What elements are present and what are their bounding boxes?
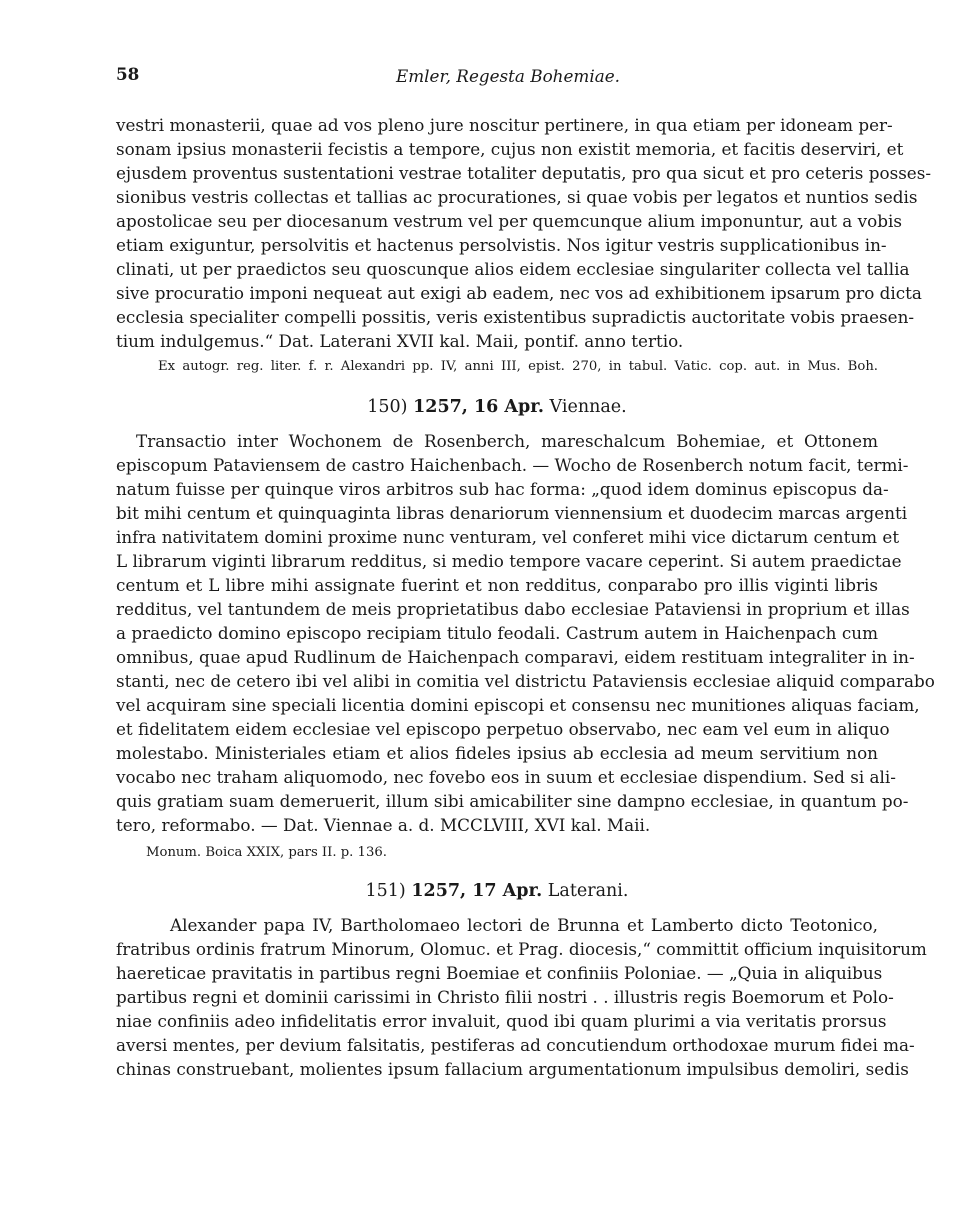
text-line: vel acquiram sine speciali licentia domini episcopi et consensu nec munitiones aliquas faciam, (116, 695, 920, 715)
text-line: molestabo. Ministeriales etiam et alios fideles ipsius ab ecclesia ad meum servitium non (116, 743, 878, 763)
text-line: bit mihi centum et quinquaginta libras denariorum viennensium et duodecim marcas argenti (116, 503, 908, 523)
text-line: vocabo nec traham aliquomodo, nec fovebo eos in suum et ecclesiae dispendium. Sed si ali- (116, 767, 896, 787)
entry-heading (116, 395, 878, 419)
source-note: Monum. Boica XXIX, pars II. p. 136. (146, 845, 387, 860)
text-line: apostolicae seu per diocesanum vestrum vel per quemcunque alium imponuntur, aut a vobis (116, 211, 902, 231)
text-line: sive procuratio imponi nequeat aut exigi ab eadem, nec vos ad exhibitionem ipsarum pro dicta (116, 283, 922, 303)
page-number: 58 (116, 64, 140, 84)
text-line: vestri monasterii, quae ad vos pleno jure noscitur pertinere, in qua etiam per idoneam per- (116, 115, 893, 135)
entry-place: Laterani. (547, 881, 629, 901)
entry-place: Viennae. (549, 397, 627, 417)
text-line: Transactio inter Wochonem de Rosenberch, mareschalcum Bohemiae, et Ottonem (136, 431, 878, 451)
source-note: Ex autogr. reg. liter. f. r. Alexandri pp. IV, anni III, epist. 270, in tabul. Vatic. cop. aut. in Mus. Boh. (158, 359, 878, 374)
text-line: fratribus ordinis fratrum Minorum, Olomuc. et Prag. diocesis,“ committit officium inquisitorum (116, 939, 927, 959)
text-line: tium indulgemus.“ Dat. Laterani XVII kal. Maii, pontif. anno tertio. (116, 331, 684, 351)
text-line: redditus, vel tantundem de meis proprietatibus dabo ecclesiae Pataviensi in proprium et illas (116, 599, 910, 619)
running-title: Emler, Regesta Bohemiae. (396, 66, 620, 86)
text-line: stanti, nec de cetero ibi vel alibi in comitia vel districtu Pataviensis ecclesiae aliquid comparabo (116, 671, 935, 691)
text-line: etiam exiguntur, persolvitis et hactenus persolvistis. Nos igitur vestris supplicationibus in- (116, 235, 887, 255)
text-line: haereticae pravitatis in partibus regni Boemiae et confiniis Poloniae. — „Quia in aliquibus (116, 963, 883, 983)
entry-number: 151) (365, 881, 406, 901)
text-line: niae confiniis adeo infidelitatis error invaluit, quod ibi quam plurimi a via veritatis prorsus (116, 1011, 887, 1031)
text-line: clinati, ut per praedictos seu quoscunque alios eidem ecclesiae singulariter collecta vel tallia (116, 259, 910, 279)
text-line: Alexander papa IV, Bartholomaeo lectori de Brunna et Lamberto dicto Teotonico, (170, 915, 878, 935)
text-line: omnibus, quae apud Rudlinum de Haichenpach comparavi, eidem restituam integraliter in in- (116, 647, 915, 667)
text-line: tero, reformabo. — Dat. Viennae a. d. MCCLVIII, XVI kal. Maii. (116, 815, 651, 835)
text-line: sionibus vestris collectas et tallias ac procurationes, si quae vobis per legatos et nuntios sedis (116, 187, 918, 207)
text-line: centum et L libre mihi assignate fuerint et non redditus, conparabo pro illis viginti libris (116, 575, 878, 595)
text-line: aversi mentes, per devium falsitatis, pestiferas ad concutiendum orthodoxae murum fidei ma- (116, 1035, 915, 1055)
entry-date: 1257, 17 Apr. (411, 881, 543, 901)
text-line: partibus regni et dominii carissimi in Christo filii nostri . . illustris regis Boemorum et Polo- (116, 987, 894, 1007)
entry-date: 1257, 16 Apr. (413, 397, 544, 417)
text-line: infra nativitatem domini proxime nunc venturam, vel conferet mihi vice dictarum centum et (116, 527, 900, 547)
text-line: natum fuisse per quinque viros arbitros sub hac forma: „quod idem dominus episcopus da- (116, 479, 889, 499)
text-line: et fidelitatem eidem ecclesiae vel episcopo perpetuo observabo, nec eam vel eum in aliquo (116, 719, 890, 739)
text-line: ejusdem proventus sustentationi vestrae totaliter deputatis, pro qua sicut et pro ceteris posses- (116, 163, 932, 183)
text-line: quis gratiam suam demeruerit, illum sibi amicabiliter sine dampno ecclesiae, in quantum po- (116, 791, 909, 811)
text-line: ecclesia specialiter compelli possitis, veris existentibus supradictis auctoritate vobis praesen- (116, 307, 915, 327)
text-line: a praedicto domino episcopo recipiam titulo feodali. Castrum autem in Haichenpach cum (116, 623, 878, 643)
text-line: chinas construebant, molientes ipsum fallacium argumentationum impulsibus demoliri, sedis (116, 1059, 909, 1079)
text-line: L librarum viginti librarum redditus, si medio tempore vacare ceperint. Si autem praedictae (116, 551, 902, 571)
text-line: sonam ipsius monasterii fecistis a tempore, cujus non existit memoria, et facitis deserviri, et (116, 139, 904, 159)
entry-number: 150) (367, 397, 408, 417)
entry-heading (116, 879, 878, 903)
text-line: episcopum Pataviensem de castro Haichenbach. — Wocho de Rosenberch notum facit, termi- (116, 455, 909, 475)
